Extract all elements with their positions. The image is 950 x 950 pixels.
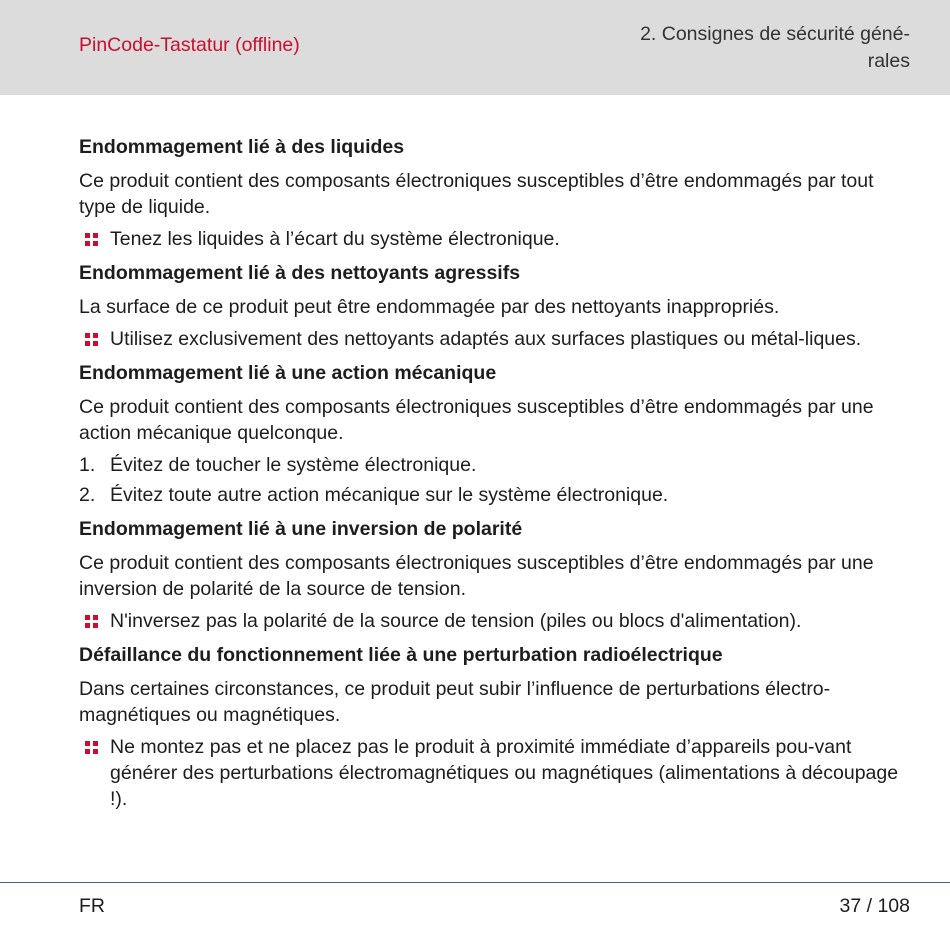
- section-liquid-damage: [79, 134, 914, 252]
- numbered-list: [79, 452, 914, 508]
- step-text: Évitez toute autre action mécanique sur le système électronique.: [110, 484, 669, 506]
- page-content: [79, 134, 914, 820]
- section-polarity-damage: [79, 516, 914, 634]
- bullet-list: [79, 326, 914, 352]
- list-item: [79, 734, 914, 812]
- section-mechanical-damage: [79, 360, 914, 508]
- section-radio-interference: [79, 642, 914, 812]
- four-square-bullet-icon: [85, 615, 98, 628]
- bullet-list: [79, 226, 914, 252]
- step-number: 1.: [79, 454, 96, 476]
- list-item: [79, 452, 914, 478]
- bullet-text: Utilisez exclusivement des nettoyants adaptés aux surfaces plastiques ou métal-liques.: [110, 328, 862, 350]
- chapter-title: [610, 21, 910, 75]
- list-item: [79, 482, 914, 508]
- bullet-list: [79, 608, 914, 634]
- section-paragraph: Ce produit contient des composants électroniques susceptibles d’être endommagés par tout type de liquide.: [79, 170, 874, 218]
- section-heading: Endommagement lié à une inversion de polarité: [79, 518, 523, 540]
- page-header: [0, 0, 950, 95]
- section-paragraph: Ce produit contient des composants électroniques susceptibles d’être endommagés par une inversion de polarité de la source de tension.: [79, 552, 874, 600]
- section-paragraph: La surface de ce produit peut être endommagée par des nettoyants inappropriés.: [79, 296, 780, 318]
- document-title: PinCode-Tastatur (offline): [79, 34, 300, 56]
- language-code: FR: [79, 895, 105, 917]
- section-paragraph: Dans certaines circonstances, ce produit peut subir l’influence de perturbations électro-magnétiques ou magnétiques.: [79, 678, 831, 726]
- page-number: 37 / 108: [839, 895, 910, 917]
- section-heading: Défaillance du fonctionnement liée à une perturbation radioélectrique: [79, 644, 723, 666]
- section-heading: Endommagement lié à des liquides: [79, 136, 405, 158]
- step-text: Évitez de toucher le système électronique.: [110, 454, 477, 476]
- bullet-text: Tenez les liquides à l’écart du système électronique.: [110, 228, 560, 250]
- list-item: [79, 326, 914, 352]
- list-item: [79, 226, 914, 252]
- bullet-text: N'inversez pas la polarité de la source de tension (piles ou blocs d'alimentation).: [110, 610, 802, 632]
- step-number: 2.: [79, 484, 96, 506]
- chapter-title-line-1: 2. Consignes de sécurité géné-: [640, 23, 910, 45]
- section-paragraph: Ce produit contient des composants électroniques susceptibles d’être endommagés par une action mécanique quelconque.: [79, 396, 874, 444]
- section-heading: Endommagement lié à des nettoyants agressifs: [79, 262, 521, 284]
- section-cleaner-damage: [79, 260, 914, 352]
- four-square-bullet-icon: [85, 333, 98, 346]
- bullet-list: [79, 734, 914, 812]
- footer-divider: [0, 882, 950, 883]
- section-heading: Endommagement lié à une action mécanique: [79, 362, 497, 384]
- chapter-title-line-2: rales: [867, 50, 910, 72]
- four-square-bullet-icon: [85, 233, 98, 246]
- four-square-bullet-icon: [85, 741, 98, 754]
- list-item: [79, 608, 914, 634]
- bullet-text: Ne montez pas et ne placez pas le produit à proximité immédiate d’appareils pou-vant générer des perturbations électromagnétiques ou magnétiques (alimentations à découpage !).: [110, 736, 899, 810]
